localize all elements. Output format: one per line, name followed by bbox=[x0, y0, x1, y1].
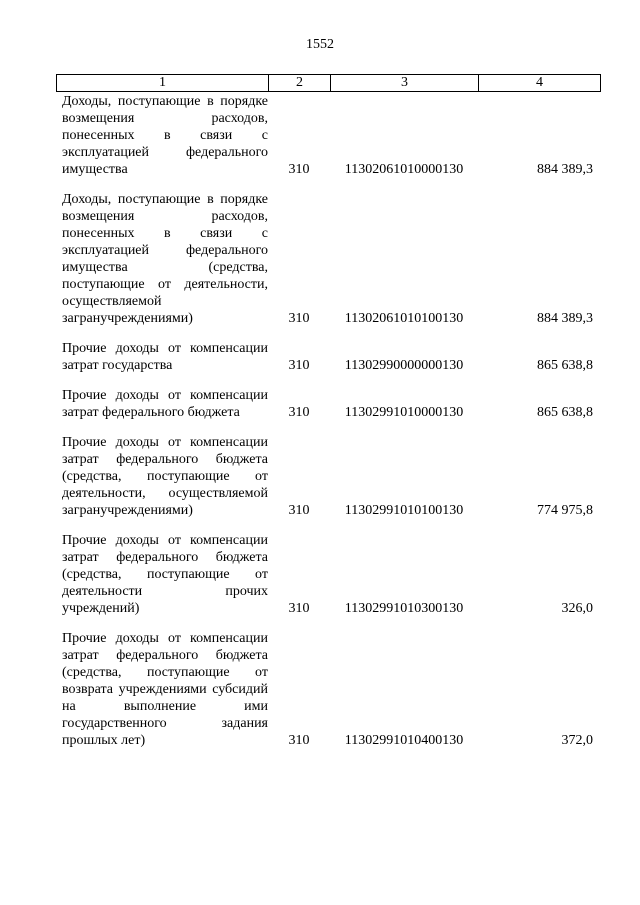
budget-classification-code: 11302991010000130 bbox=[344, 405, 464, 420]
admin-code: 310 bbox=[288, 405, 310, 420]
table-row bbox=[56, 434, 601, 519]
table-row bbox=[56, 93, 601, 178]
income-name: Прочие доходы от компенсации затрат федерального бюджета bbox=[62, 388, 268, 420]
header-col-4: 4 bbox=[536, 75, 543, 90]
budget-classification-code: 11302990000000130 bbox=[344, 358, 464, 373]
amount: 326,0 bbox=[561, 601, 593, 616]
amount: 774 975,8 bbox=[537, 503, 593, 518]
table-row bbox=[56, 630, 601, 749]
header-col-2: 2 bbox=[269, 75, 331, 91]
page-number: 1552 bbox=[306, 37, 334, 52]
table-row bbox=[56, 532, 601, 617]
admin-code: 310 bbox=[288, 503, 310, 518]
amount: 884 389,3 bbox=[537, 311, 593, 326]
admin-code: 310 bbox=[288, 733, 310, 748]
income-name: Прочие доходы от компенсации затрат государства bbox=[62, 341, 268, 373]
amount: 372,0 bbox=[561, 733, 593, 748]
table-row bbox=[56, 191, 601, 327]
table-row bbox=[56, 340, 601, 374]
budget-classification-code: 11302991010300130 bbox=[344, 601, 464, 616]
header-col-3: 3 bbox=[331, 75, 479, 91]
budget-classification-code: 11302991010400130 bbox=[344, 733, 464, 748]
income-name: Прочие доходы от компенсации затрат федерального бюджета (средства, поступающие от возврата учреждениями субсидий на выполнение ими государственного задания прошлых лет) bbox=[62, 631, 268, 748]
income-name: Прочие доходы от компенсации затрат федерального бюджета (средства, поступающие от деятельности, осуществляемой загранучреждениями) bbox=[62, 435, 268, 518]
income-name: Прочие доходы от компенсации затрат федерального бюджета (средства, поступающие от деятельности прочих учреждений) bbox=[62, 533, 268, 616]
income-name: Доходы, поступающие в порядке возмещения расходов, понесенных в связи с эксплуатацией федерального имущества (средства, поступающие от деятельности, осуществляемой загранучреждениями) bbox=[62, 192, 268, 326]
admin-code: 310 bbox=[288, 311, 310, 326]
table-body bbox=[56, 93, 601, 749]
admin-code: 310 bbox=[288, 358, 310, 373]
header-col-1: 1 bbox=[57, 75, 269, 91]
budget-classification-code: 11302061010100130 bbox=[344, 311, 464, 326]
amount: 865 638,8 bbox=[537, 405, 593, 420]
admin-code: 310 bbox=[288, 601, 310, 616]
amount: 884 389,3 bbox=[537, 162, 593, 177]
amount: 865 638,8 bbox=[537, 358, 593, 373]
table-header bbox=[56, 74, 601, 92]
admin-code: 310 bbox=[288, 162, 310, 177]
table-row bbox=[56, 387, 601, 421]
income-name: Доходы, поступающие в порядке возмещения расходов, понесенных в связи с эксплуатацией федерального имущества bbox=[62, 94, 268, 177]
budget-classification-code: 11302061010000130 bbox=[344, 162, 464, 177]
budget-classification-code: 11302991010100130 bbox=[344, 503, 464, 518]
